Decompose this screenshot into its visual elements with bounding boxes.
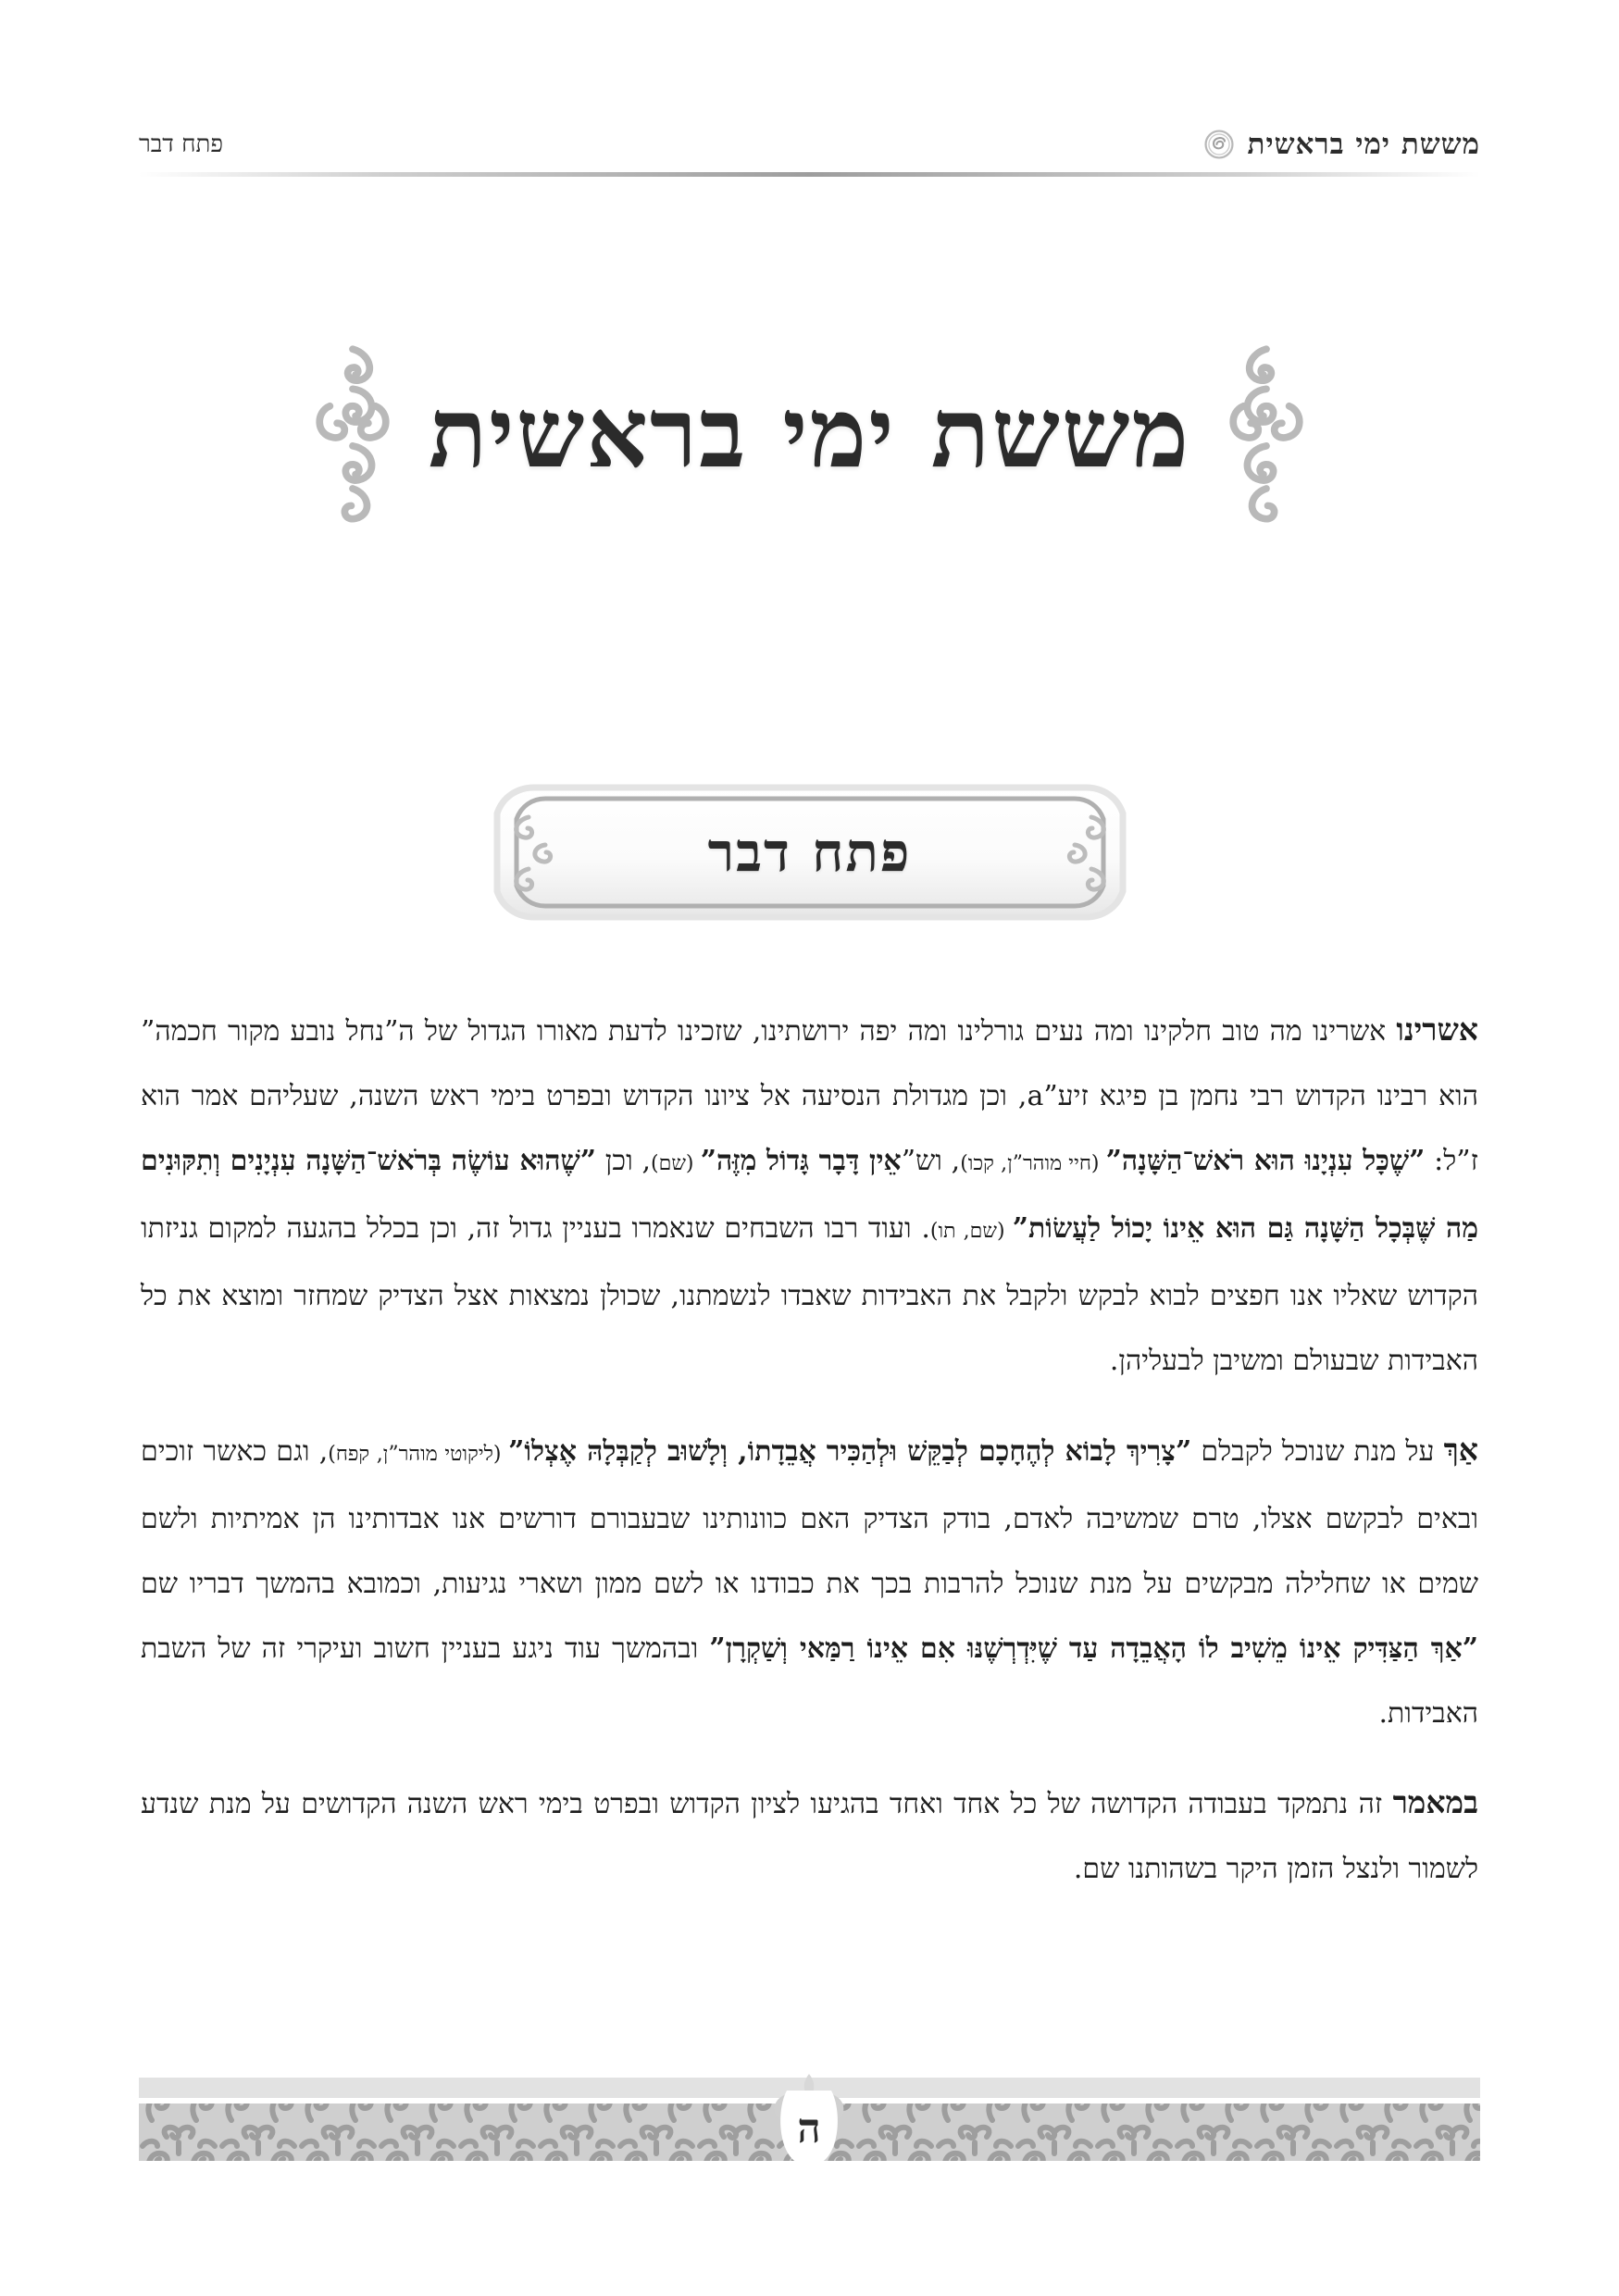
paragraph-lead-word: אַךְ — [1443, 1432, 1478, 1468]
citation: (שם) — [651, 1152, 701, 1175]
body-text — [141, 998, 1478, 1902]
quote-text: ”צָרִיךְ לָבוֹא לְהֶחָכָם לְבַקֵּשׁ וּלְהַכִּיר אֲבֵדָתוֹ, וְלָשׁוּב לְקַבְּלָהּ אֶצְלוֹ” — [508, 1435, 1192, 1468]
section-header-label: פתח דבר — [707, 820, 912, 884]
quote-text: ”שֶׁהוּא עוֹשֶׂה בְּרֹאשׁ־הַשָּׁנָה עִנְיָנִים וְתִקּוּנִים מַה שֶּׁבְּכָל הַשָּׁנָה גַּם הוּא אֵינוֹ יָכוֹל לַעֲשׂוֹת” — [141, 1145, 1478, 1245]
quote-text: ”שֶׁכָּל עִנְיָנוּ הוּא רֹאשׁ־הַשָּׁנָה” — [1105, 1145, 1426, 1177]
citation: (חיי מוהר”ן, קכו) — [960, 1152, 1106, 1175]
spiral-medallion-icon — [1203, 129, 1235, 160]
ornate-plaque-frame-icon — [480, 784, 1140, 921]
paragraph-text: , וכן — [596, 1145, 652, 1177]
running-head — [139, 100, 1480, 161]
citation: (שם, תו) — [929, 1220, 1013, 1243]
paragraph-text: , וש” — [901, 1145, 961, 1177]
paragraph — [141, 998, 1478, 1394]
main-title-text: מששת ימי בראשית — [428, 375, 1191, 490]
section-header-block — [0, 776, 1619, 928]
paragraph-text: , וגם כאשר זוכים ובאים לבקשם אצלו, טרם שמשיבה לאדם, בודק הצדיק האם כוונותינו שבעבורם דורשים אנו אבדותינו הן אמיתיות ולשם שמים או שחלילה מבקשים על מנת שנוכל להרבות בכך את כבודנו או לשם ממון ושארי נגיעות, וכמובא בהמשך דבריו שם — [141, 1435, 1478, 1600]
scroll-flourish-icon — [1222, 341, 1311, 526]
citation: (ליקוטי מוהר”ן, קפח) — [328, 1443, 509, 1466]
paragraph-text: ובהמשך עוד ניגע בעניין חשוב ועיקרי זה של השבת האבידות. — [141, 1632, 1478, 1730]
paragraph — [141, 1418, 1478, 1746]
paragraph-text: על מנת שנוכל לקבלם — [1191, 1435, 1444, 1468]
page-number: ה — [797, 2105, 821, 2153]
running-head-book-title-group — [1203, 128, 1480, 161]
paragraph-lead-word: במאמר — [1392, 1784, 1478, 1820]
paragraph-text: . ועוד רבו השבחים שנאמרו בעניין גדול זה, וכן בכלל בהגעה למקום גניזתו הקדוש שאליו אנו חפצים לבוא לבקש ולקבל את האבידות שאבדו לנשמתנו, שכולן נמצאות אצל הצדיק שמחזר ומוצא את כל האבידות שבעולם ומשיבן לבעליהן. — [141, 1212, 1478, 1377]
paragraph-text: אשרינו מה טוב חלקינו ומה נעים גורלינו ומה יפה ירושתינו, שזכינו לדעת מאורו הגדול של ה”נחל נובע מקור חכמה” הוא רבינו הקדוש רבי נחמן בן פיגא זיע”a, וכן מגדולת הנסיעה אל ציונו הקדוש ובפרט בימי ראש השנה, שעליהם אמר הוא ז”ל: — [141, 1015, 1479, 1177]
paragraph-text: זה נתמקד בעבודה הקדושה של כל אחד ואחד בהגיעו לציון הקדוש ובפרט בימי ראש השנה הקדושים על מנת שנדע לשמור ולנצל הזמן היקר בשהותנו שם. — [141, 1788, 1478, 1885]
quote-text: ”אַךְ הַצַּדִּיק אֵינוֹ מֵשִׁיב לוֹ הָאֲבֵדָה עַד שֶׁיִּדְרְשֶׁנּוּ אִם אֵינוֹ רַמַּאי וְשַׁקְרָן” — [709, 1632, 1478, 1665]
paragraph-lead-word: אשרינו — [1396, 1011, 1478, 1048]
floral-band-ornament-icon — [139, 2066, 1480, 2187]
running-head-rule — [139, 172, 1480, 177]
running-head-book-title: מששת ימי בראשית — [1247, 128, 1480, 161]
footer-ornament — [139, 2066, 1480, 2187]
quote-text: אֵין דָּבָר גָּדוֹל מִזֶּה” — [700, 1145, 902, 1177]
main-title-block — [0, 333, 1619, 532]
scroll-flourish-icon — [308, 341, 397, 526]
running-head-section-name: פתח דבר — [139, 130, 223, 158]
paragraph — [141, 1770, 1478, 1902]
